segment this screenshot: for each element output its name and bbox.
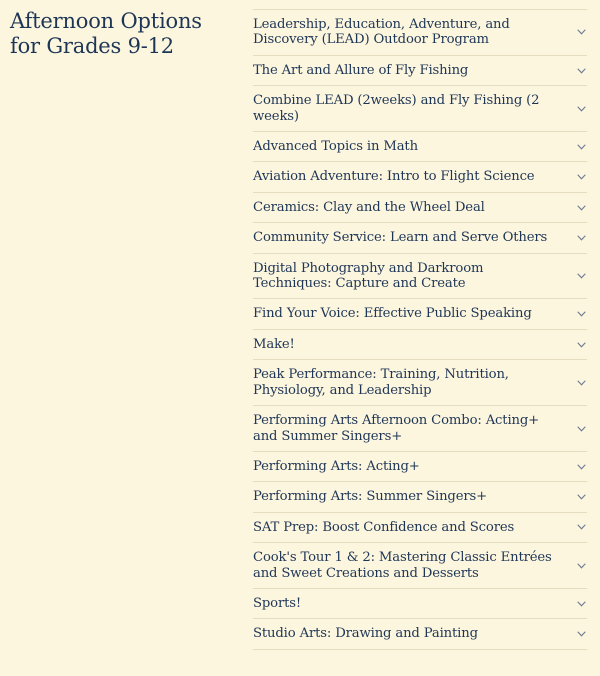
chevron-down-icon[interactable]	[577, 424, 586, 433]
accordion-item-label: Performing Arts Afternoon Combo: Acting+ and Summer Singers+	[253, 413, 540, 444]
accordion-item-label: Combine LEAD (2weeks) and Fly Fishing (2 weeks)	[253, 93, 540, 124]
section-heading: Afternoon Options for Grades 9-12	[10, 9, 202, 58]
chevron-down-icon[interactable]	[577, 493, 586, 502]
accordion-item-10[interactable]	[253, 360, 587, 406]
chevron-down-icon[interactable]	[577, 523, 586, 532]
accordion-item-6[interactable]	[253, 223, 587, 253]
accordion-item-label: Leadership, Education, Adventure, and Discovery (LEAD) Outdoor Program	[253, 17, 510, 48]
accordion-item-17[interactable]	[253, 619, 587, 649]
chevron-down-icon[interactable]	[577, 340, 586, 349]
accordion-item-label: Peak Performance: Training, Nutrition, Physiology, and Leadership	[253, 367, 509, 398]
accordion-item-11[interactable]	[253, 406, 587, 452]
accordion-item-label: Digital Photography and Darkroom Techniques: Capture and Create	[253, 260, 484, 292]
chevron-down-icon[interactable]	[577, 104, 586, 113]
accordion-item-label: Performing Arts: Summer Singers+	[253, 489, 488, 505]
accordion-item-13[interactable]	[253, 482, 587, 512]
accordion-item-15[interactable]	[253, 543, 587, 589]
accordion-item-label: Make!	[253, 336, 295, 352]
chevron-down-icon[interactable]	[577, 66, 586, 75]
chevron-down-icon[interactable]	[577, 173, 586, 182]
chevron-down-icon[interactable]	[577, 378, 586, 387]
chevron-down-icon[interactable]	[577, 233, 586, 242]
accordion-item-1[interactable]	[253, 56, 587, 86]
accordion-item-3[interactable]	[253, 132, 587, 162]
course-accordion	[253, 9, 587, 650]
accordion-item-5[interactable]	[253, 193, 587, 223]
chevron-down-icon[interactable]	[577, 462, 586, 471]
accordion-item-label: Advanced Topics in Math	[253, 139, 418, 155]
chevron-down-icon[interactable]	[577, 599, 586, 608]
accordion-item-2[interactable]	[253, 86, 587, 132]
accordion-item-label: Find Your Voice: Effective Public Speaking	[253, 306, 532, 322]
accordion-item-label: Sports!	[253, 595, 302, 611]
accordion-item-16[interactable]	[253, 589, 587, 619]
accordion-item-8[interactable]	[253, 299, 587, 329]
chevron-down-icon[interactable]	[577, 28, 586, 37]
chevron-down-icon[interactable]	[577, 310, 586, 319]
accordion-item-4[interactable]	[253, 162, 587, 192]
accordion-item-label: Performing Arts: Acting+	[253, 458, 420, 474]
accordion-item-label: The Art and Allure of Fly Fishing	[253, 62, 469, 78]
chevron-down-icon[interactable]	[577, 272, 586, 281]
chevron-down-icon[interactable]	[577, 142, 586, 151]
chevron-down-icon[interactable]	[577, 203, 586, 212]
accordion-item-9[interactable]	[253, 330, 587, 360]
accordion-item-label: SAT Prep: Boost Confidence and Scores	[253, 519, 515, 535]
accordion-item-label: Cook's Tour 1 & 2: Mastering Classic Entrées and Sweet Creations and Desserts	[253, 550, 552, 581]
accordion-item-12[interactable]	[253, 452, 587, 482]
accordion-item-label: Aviation Adventure: Intro to Flight Science	[253, 169, 535, 185]
accordion-item-0[interactable]	[253, 10, 587, 56]
chevron-down-icon[interactable]	[577, 561, 586, 570]
accordion-item-label: Ceramics: Clay and the Wheel Deal	[253, 199, 485, 215]
chevron-down-icon[interactable]	[577, 630, 586, 639]
accordion-item-label: Studio Arts: Drawing and Painting	[253, 626, 478, 642]
accordion-item-label: Community Service: Learn and Serve Others	[253, 230, 548, 246]
accordion-item-7[interactable]	[253, 254, 587, 300]
accordion-item-14[interactable]	[253, 513, 587, 543]
